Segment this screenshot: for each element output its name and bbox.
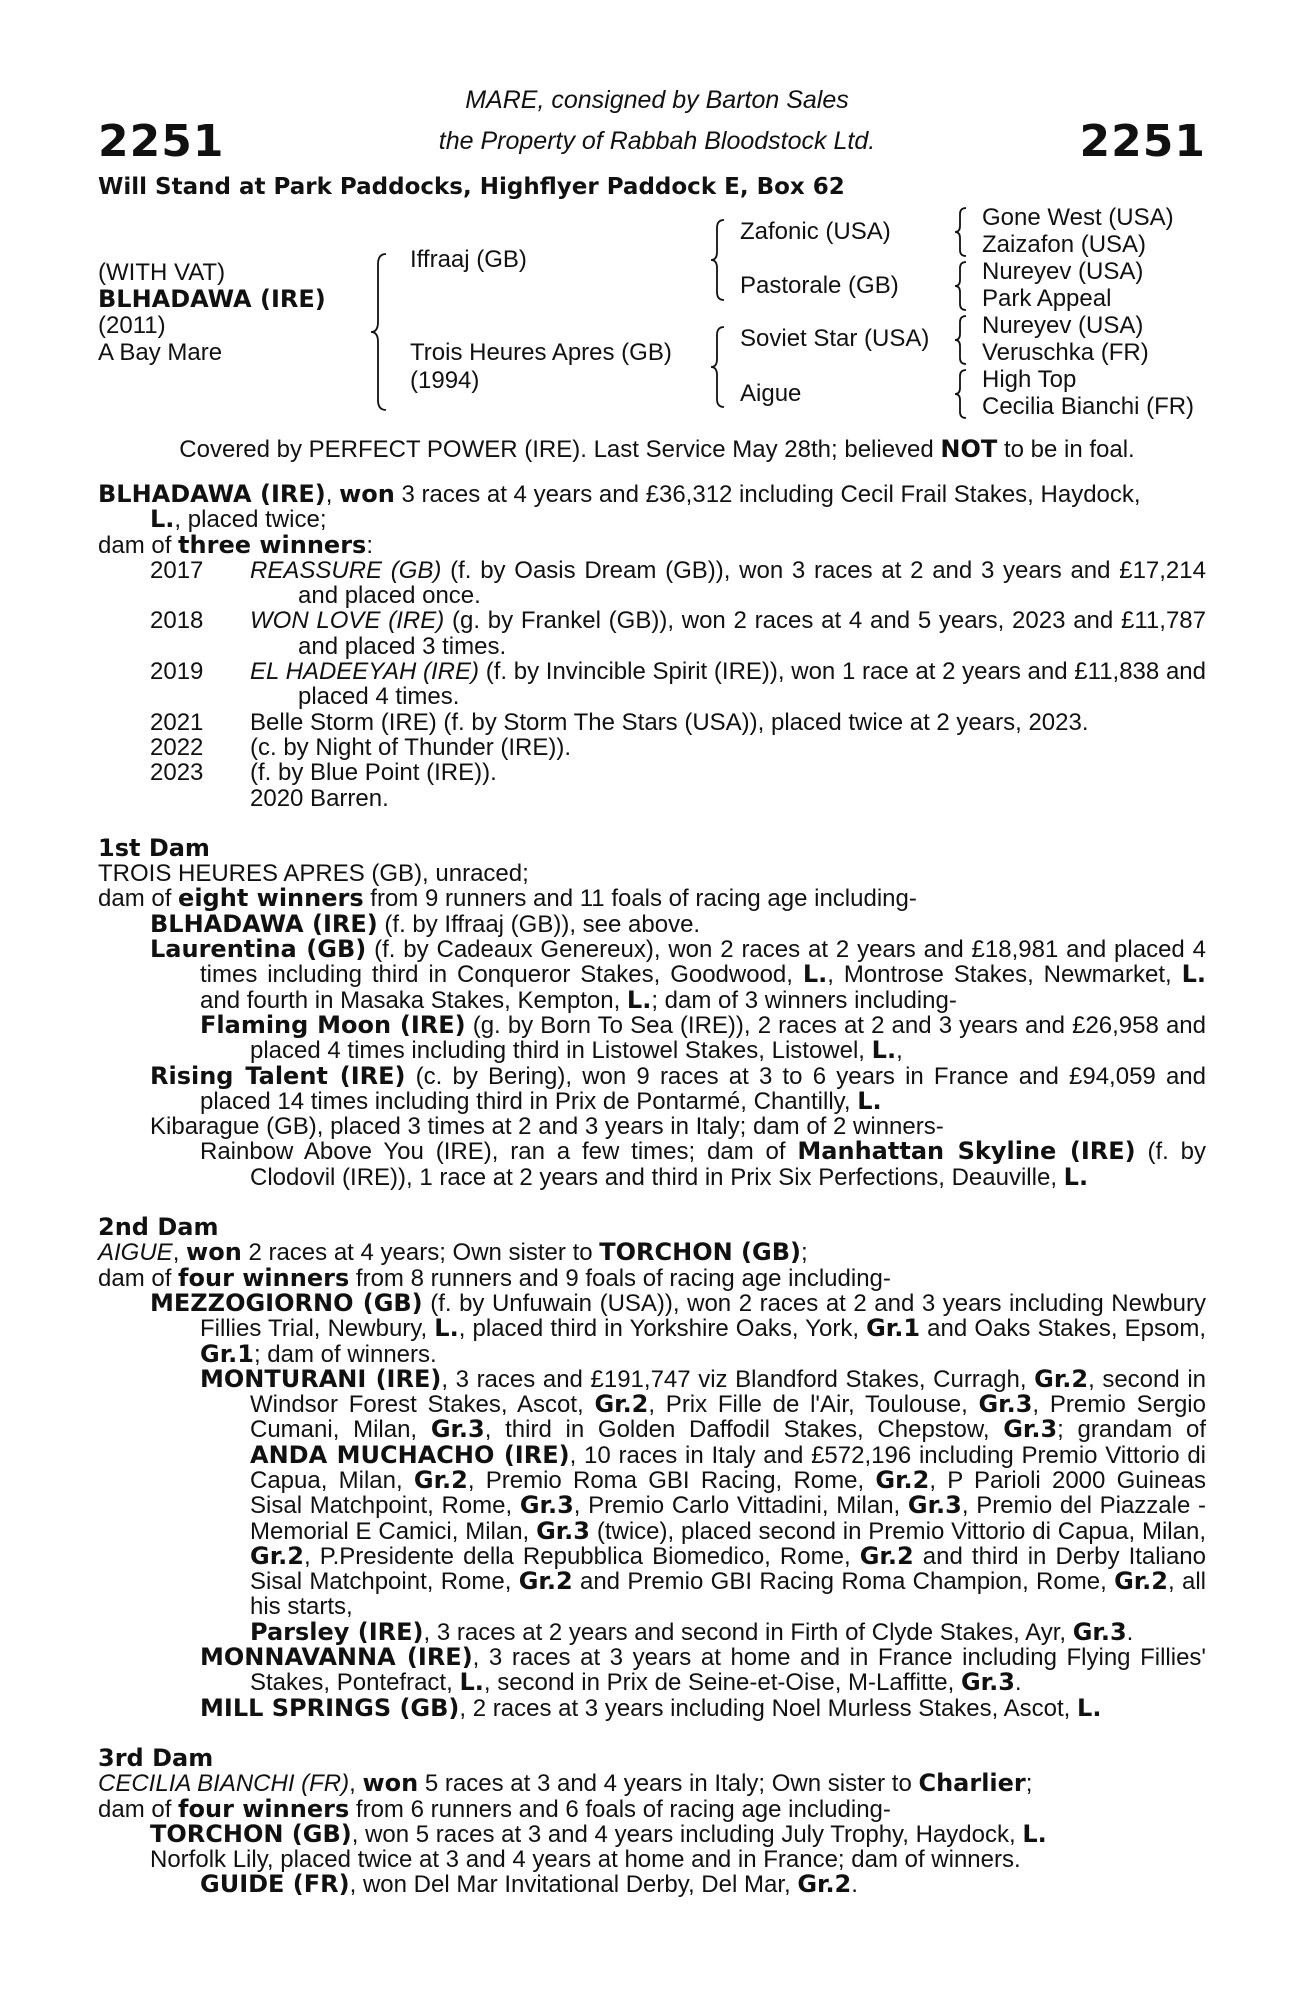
second-dam-name: AIGUE, won 2 races at 4 years; Own sister to TORCHON (GB); [98, 1238, 808, 1267]
progeny-row: 2019 EL HADEEYAH (IRE) (f. by Invincible Spirit (IRE)), won 1 race at 2 years and £11,838 and placed 4 times. [150, 658, 1206, 711]
property-line: the Property of Rabbah Bloodstock Ltd. [438, 127, 876, 155]
stand-location: Will Stand at Park Paddocks, Highflyer Paddock E, Box 62 [98, 174, 845, 200]
first-dam-heading: 1st Dam [98, 833, 210, 862]
lot-number-left: 2251 [98, 116, 225, 167]
progeny-row: 2017 REASSURE (GB) (f. by Oasis Dream (GB)), won 3 races at 2 and 3 years and £17,214 and placed once. [150, 556, 1206, 610]
dam-sire: Soviet Star (USA) [740, 325, 930, 352]
horse-description: A Bay Mare [98, 339, 223, 366]
vat-label: (WITH VAT) [98, 259, 226, 286]
won-label: won [339, 480, 395, 508]
covered-text-end: to be in foal. [997, 436, 1135, 463]
first-dam-name: TROIS HEURES APRES (GB), unraced; [98, 860, 529, 888]
produce-kibarague: Kibarague (GB), placed 3 times at 2 and 3 years in Italy; dam of 2 winners- [150, 1113, 944, 1141]
produce-torchon: TORCHON (GB), won 5 races at 3 and 4 years including July Trophy, Haydock, L. [150, 1819, 1047, 1848]
catalogue-body [98, 482, 1206, 1898]
pedigree-brace-ds [952, 314, 972, 366]
progeny-list [98, 558, 1206, 811]
produce-guide: GUIDE (FR), won Del Mar Invitational Derby, Del Mar, Gr.2. [200, 1870, 858, 1899]
dam-sire-dam: Veruschka (FR) [982, 339, 1149, 366]
progeny-row: 2018 WON LOVE (IRE) (g. by Frankel (GB)), won 2 races at 4 and 5 years, 2023 and £11,787 and placed 3 times. [150, 607, 1206, 660]
dam-dam-dam: Cecilia Bianchi (FR) [982, 393, 1195, 420]
third-dam-record: dam of four winners from 6 runners and 6 foals of racing age including- [98, 1794, 891, 1823]
pedigree-brace-gen1 [368, 252, 394, 412]
dam: Trois Heures Apres (GB) [410, 339, 672, 366]
dam-of-line: dam of three winners: [98, 530, 373, 559]
sire-sire: Zafonic (USA) [740, 218, 891, 245]
produce-rising-talent: Rising Talent (IRE) (c. by Bering), won 9 races at 3 to 6 years in France and £94,059 and placed 14 times including third in Prix de Pontarmé, Chantilly, L. [150, 1061, 1206, 1115]
progeny-row: 2021 Belle Storm (IRE) (f. by Storm The Stars (USA)), placed twice at 2 years, 2023. [150, 708, 1089, 736]
second-dam-heading: 2nd Dam [98, 1213, 219, 1242]
horse-name: BLHADAWA (IRE) [98, 285, 326, 313]
pedigree-brace-dam [708, 325, 732, 409]
covered-statement [0, 435, 1314, 464]
three-winners: three winners [178, 530, 367, 559]
produce-monnavanna: MONNAVANNA (IRE), 3 races at 3 years at home and in France including Flying Fillies' Stakes, Pontefract, L., second in Prix de Seine-et-Oise, M-Laffitte, Gr.3. [200, 1643, 1207, 1697]
horse-summary: BLHADAWA (IRE), won 3 races at 4 years and £36,312 including Cecil Frail Stakes, Haydock, L., placed twice; [98, 480, 1141, 534]
dam-sire-sire: Nureyev (USA) [982, 312, 1144, 339]
produce-rainbow: Rainbow Above You (IRE), ran a few times; dam of Manhattan Skyline (IRE) (f. by Clodovil (IRE)), 1 race at 2 years and third in Prix Six Perfections, Deauville, L. [200, 1137, 1206, 1191]
produce-flaming-moon: Flaming Moon (IRE) (g. by Born To Sea (IRE)), 2 races at 2 and 3 years and £26,958 and placed 4 times including third in Listowel Stakes, Listowel, L., [200, 1010, 1207, 1065]
sire-dam-dam: Park Appeal [982, 285, 1112, 312]
horse-year: (2011) [98, 312, 166, 339]
consignor-line: MARE, consigned by Barton Sales [465, 86, 849, 114]
pedigree-brace-sire [708, 218, 732, 302]
third-dam-heading: 3rd Dam [98, 1743, 214, 1772]
covered-not: NOT [940, 435, 998, 463]
produce-norfolk-lily: Norfolk Lily, placed twice at 3 and 4 years at home and in France; dam of winners. [150, 1846, 1021, 1874]
progeny-row: 2023 (f. by Blue Point (IRE)). [150, 759, 497, 787]
sire-sire-dam: Zaizafon (USA) [982, 231, 1147, 258]
produce-blhadawa: BLHADAWA (IRE) (f. by Iffraaj (GB)), see above. [150, 909, 701, 938]
lot-number-right: 2251 [1079, 116, 1206, 167]
sire-sire-sire: Gone West (USA) [982, 204, 1174, 231]
sire-dam-sire: Nureyev (USA) [982, 258, 1144, 285]
produce-mill-springs: MILL SPRINGS (GB), 2 races at 3 years including Noel Murless Stakes, Ascot, L. [200, 1693, 1102, 1722]
dam-year: (1994) [410, 367, 480, 394]
progeny-row: 2020 Barren. [250, 784, 389, 812]
pedigree-brace-ss [952, 206, 972, 258]
pedigree-brace-sd [952, 260, 972, 312]
first-dam-record: dam of eight winners from 9 runners and 11 foals of racing age including- [98, 884, 917, 913]
pedigree-brace-dd [952, 368, 972, 420]
second-dam-record: dam of four winners from 8 runners and 9 foals of racing age including- [98, 1263, 891, 1292]
produce-mezzogiorno: MEZZOGIORNO (GB) (f. by Unfuwain (USA)), won 2 races at 2 and 3 years including Newbury Fillies Trial, Newbury, L., placed third in Yorkshire Oaks, York, Gr.1 and Oaks Stakes, Epsom, Gr.1; dam of winners. [150, 1288, 1206, 1368]
sire: Iffraaj (GB) [410, 246, 527, 273]
dam-dam: Aigue [740, 380, 802, 407]
produce-laurentina: Laurentina (GB) (f. by Cadeaux Genereux), won 2 races at 2 years and £18,981 and placed 4 times including third in Conqueror Stakes, Goodwood, L., Montrose Stakes, Newmarket, L. and fourth in Masaka Stakes, Kempton, L.; dam of 3 winners including- [150, 935, 1207, 1014]
third-dam-name: CECILIA BIANCHI (FR), won 5 races at 3 and 4 years in Italy; Own sister to Charlier; [98, 1769, 1033, 1798]
dam-dam-sire: High Top [982, 366, 1077, 393]
horse-name-bold: BLHADAWA (IRE) [98, 480, 326, 508]
covered-text: Covered by PERFECT POWER (IRE). Last Service May 28th; believed [179, 436, 941, 463]
progeny-row: 2022 (c. by Night of Thunder (IRE)). [150, 733, 571, 761]
produce-monturani: MONTURANI (IRE), 3 races and £191,747 viz Blandford Stakes, Curragh, Gr.2, second in Windsor Forest Stakes, Ascot, Gr.2, Prix Fille de l'Air, Toulouse, Gr.3, Premio Sergio Cumani, Milan, Gr.3, third in Golden Daffodil Stakes, Chepstow, Gr.3; grandam of ANDA MUCHACHO (IRE), 10 races in Italy and £572,196 including Premio Vittorio di Capua, Milan, Gr.2, Premio Roma GBI Racing, Rome, Gr.2, P Parioli 2000 Guineas Sisal Matchpoint, Rome, Gr.3, Premio Carlo Vittadini, Milan, Gr.3, Premio del Piazzale - Memorial E Camici, Milan, Gr.3 (twice), placed second in Premio Vittorio di Capua, Milan, Gr.2, P.Presidente della Repubblica Biomedico, Rome, Gr.2 and third in Derby Italiano Sisal Matchpoint, Rome, Gr.2 and Premio GBI Racing Roma Champion, Rome, Gr.2, all his starts, Parsley (IRE), 3 races at 2 years and second in Firth of Clyde Stakes, Ayr, Gr.3. [200, 1364, 1207, 1646]
sire-dam: Pastorale (GB) [740, 272, 899, 299]
